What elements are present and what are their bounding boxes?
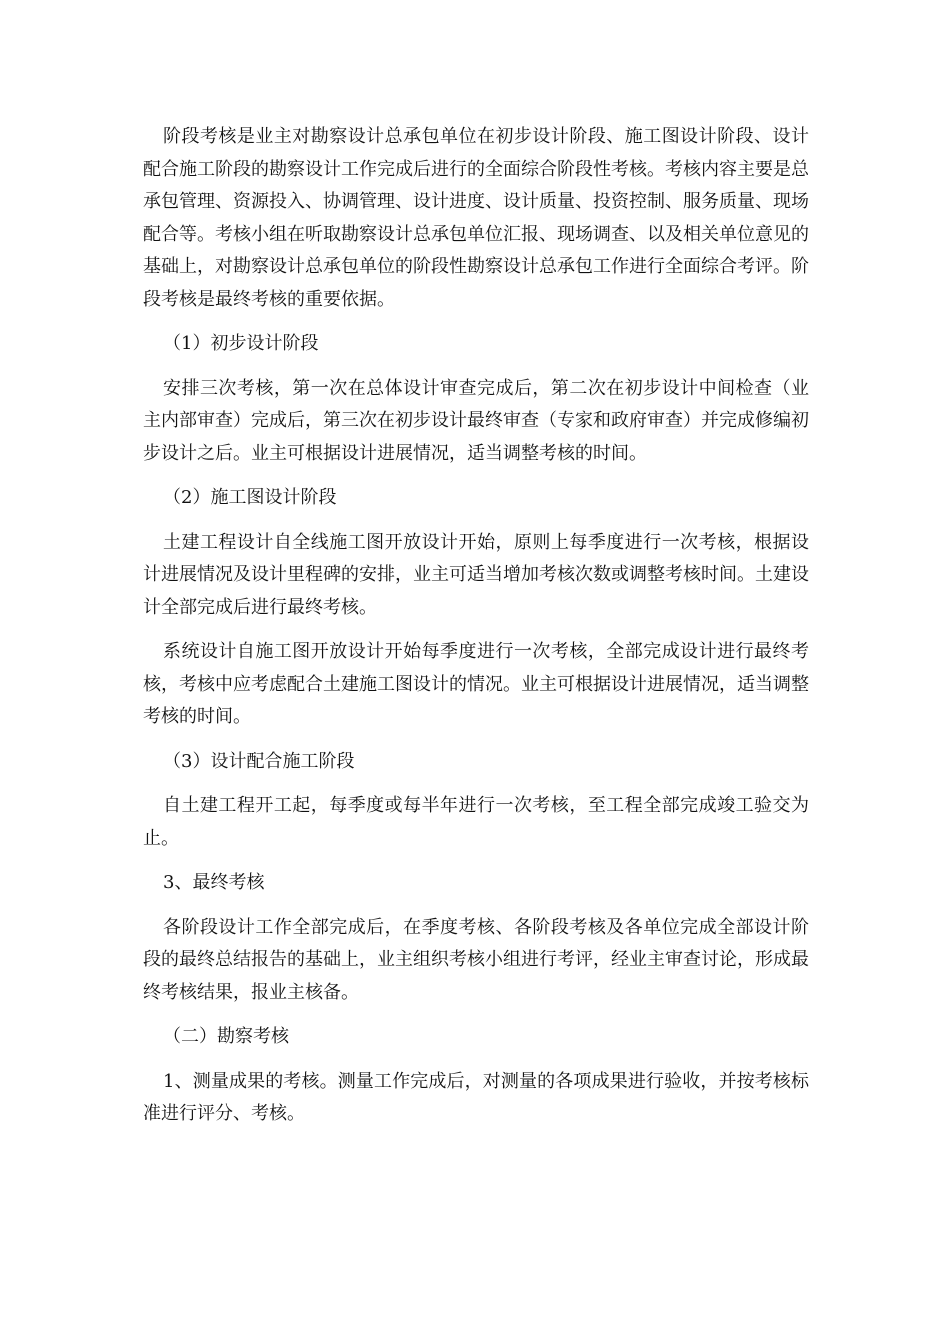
heading-final-assessment: 3、最终考核 (163, 872, 265, 893)
heading-construction-drawing: （2）施工图设计阶段 (163, 487, 337, 508)
paragraph-civil-design: 土建工程设计自全线施工图开放设计开始，原则上每季度进行一次考核，根据设计进展情况及设计里程碑的安排，业主可适当增加考核次数或调整考核时间。土建设计全部完成后进行最终考核。 (143, 531, 809, 618)
paragraph-stage-assessment: 阶段考核是业主对勘察设计总承包单位在初步设计阶段、施工图设计阶段、设计配合施工阶段的勘察设计工作完成后进行的全面综合阶段性考核。考核内容主要是总承包管理、资源投入、协调管理、设计进度、设计质量、投资控制、服务质量、现场配合等。考核小组在听取勘察设计总承包单位汇报、现场调查、以及相关单位意见的基础上，对勘察设计总承包单位的阶段性勘察设计总承包工作进行全面综合考评。阶段考核是最终考核的重要依据。 (143, 126, 809, 310)
paragraph-preliminary-design: 安排三次考核，第一次在总体设计审查完成后，第二次在初步设计中间检查（业主内部审查）完成后，第三次在初步设计最终审查（专家和政府审查）并完成修编初步设计之后。业主可根据设计进展情况，适当调整考核的时间。 (143, 377, 809, 464)
paragraph-final-assessment: 各阶段设计工作全部完成后，在季度考核、各阶段考核及各单位完成全部设计阶段的最终总结报告的基础上，业主组织考核小组进行考评，经业主审查讨论，形成最终考核结果，报业主核备。 (143, 916, 809, 1003)
paragraph-construction-support: 自土建工程开工起，每季度或每半年进行一次考核，至工程全部完成竣工验交为止。 (143, 795, 809, 849)
heading-preliminary-design: （1）初步设计阶段 (163, 333, 319, 354)
paragraph-survey-assessment: 1、测量成果的考核。测量工作完成后，对测量的各项成果进行验收，并按考核标准进行评分、考核。 (143, 1070, 809, 1124)
document-body (143, 121, 809, 1143)
heading-construction-support: （3）设计配合施工阶段 (163, 750, 355, 772)
paragraph-system-design: 系统设计自施工图开放设计开始每季度进行一次考核，全部完成设计进行最终考核，考核中应考虑配合土建施工图设计的情况。业主可根据设计进展情况，适当调整考核的时间。 (143, 641, 809, 727)
heading-survey-assessment: （二）勘察考核 (163, 1026, 289, 1047)
